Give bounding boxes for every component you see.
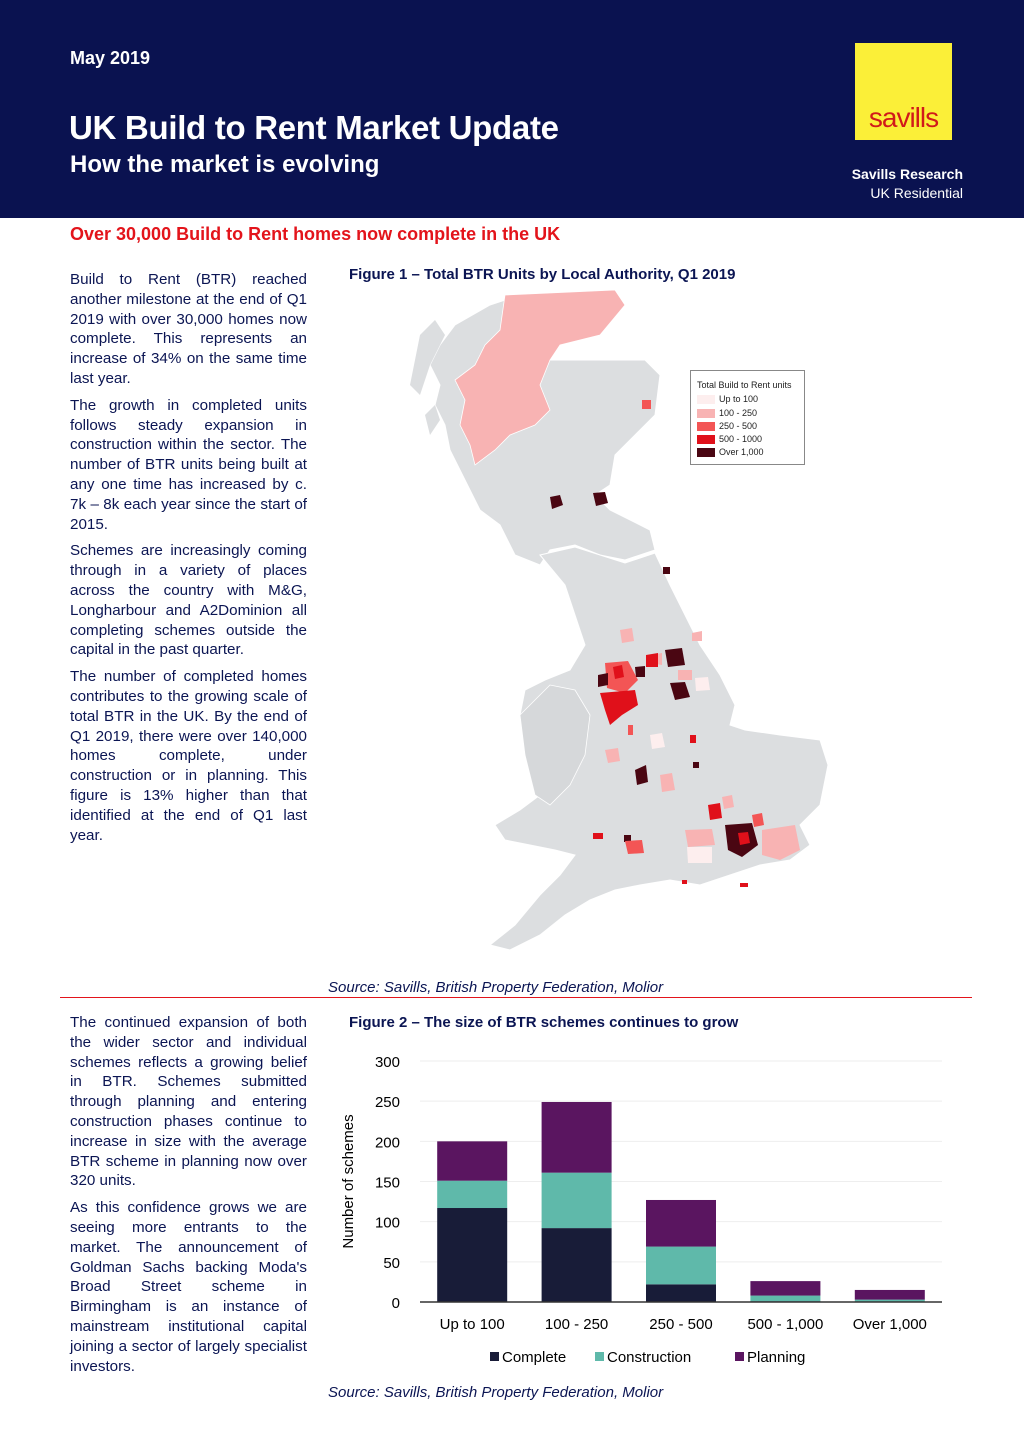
bar-segment-planning (437, 1141, 507, 1180)
paragraph: As this confidence grows we are seeing more entrants to the market. The announcement of Goldman Sachs backing Moda's Broad Street scheme in Birmingham is an instance of mainstream institutional capital joining a sector of largely specialist investors. (70, 1199, 307, 1375)
research-label: Savills Research (851, 166, 963, 182)
bar-segment-planning (646, 1200, 716, 1247)
bar-segment-construction (437, 1181, 507, 1208)
legend-label: Construction (607, 1349, 692, 1366)
map-legend (690, 370, 805, 465)
y-tick-label: 300 (374, 1054, 400, 1071)
legend-item: 100 - 250 (697, 408, 757, 418)
y-tick-label: 0 (391, 1295, 400, 1312)
section-headline: Over 30,000 Build to Rent homes now complete in the UK (70, 224, 561, 244)
bar-segment-planning (855, 1290, 925, 1300)
legend-item: 250 - 500 (697, 421, 757, 431)
legend-label: Planning (747, 1349, 806, 1366)
section1-text (70, 270, 307, 852)
report-title: UK Build to Rent Market Update (69, 109, 559, 146)
y-axis-label: Number of schemes (340, 1114, 357, 1249)
section-divider (60, 997, 972, 998)
figure2-source: Source: Savills, British Property Federation, Molior (328, 1384, 664, 1401)
bar-segment-construction (542, 1173, 612, 1228)
y-tick-label: 150 (374, 1174, 400, 1192)
paragraph: Build to Rent (BTR) reached another milestone at the end of Q1 2019 with over 30,000 homes now complete. This represents an increase of 34% on the same time last year. (70, 271, 307, 387)
x-tick-label: 100 - 250 (544, 1316, 609, 1333)
legend-item: Up to 100 (697, 394, 758, 404)
scheme-size-bar-chart (330, 1045, 950, 1380)
report-header (0, 0, 1024, 218)
report-date: May 2019 (70, 48, 151, 68)
bar-segment-planning (542, 1102, 612, 1173)
legend-swatch (735, 1352, 744, 1361)
y-tick-label: 200 (374, 1134, 400, 1152)
bar-segment-complete (437, 1208, 507, 1302)
bar-segment-construction (750, 1296, 820, 1302)
paragraph: The number of completed homes contributes to the growing scale of total BTR in the UK. By the end of Q1 2019, there were over 140,000 homes complete, under construction or in planning. This figure is 13% higher than that identified at the end of Q1 last year. (70, 668, 307, 844)
figure1-source: Source: Savills, British Property Federation, Molior (328, 979, 664, 996)
bar-segment-complete (542, 1228, 612, 1302)
x-tick-label: Up to 100 (439, 1316, 505, 1333)
research-sublabel: UK Residential (870, 185, 963, 201)
x-tick-label: Over 1,000 (852, 1316, 927, 1333)
x-tick-label: 250 - 500 (649, 1316, 713, 1333)
paragraph: The continued expansion of both the wider sector and individual schemes reflects a growing belief in BTR. Schemes submitted through planning and entering construction phases continue to increase in size with the average BTR scheme in planning now over 320 units. (70, 1014, 307, 1190)
paragraph: Schemes are increasingly coming through in a variety of places across the country with M&G, Longharbour and A2Dominion all completing schemes outside the capital in the past quarter. (70, 542, 307, 659)
legend-swatch (595, 1352, 604, 1361)
savills-logo (855, 43, 952, 140)
bar-segment-planning (750, 1281, 820, 1295)
figure1-title: Figure 1 – Total BTR Units by Local Authority, Q1 2019 (349, 266, 736, 283)
bar-segment-construction (646, 1247, 716, 1285)
y-tick-label: 100 (374, 1214, 400, 1232)
report-subtitle: How the market is evolving (70, 151, 380, 178)
legend-label: Complete (502, 1349, 567, 1366)
bar-segment-complete (646, 1284, 716, 1302)
figure2-title: Figure 2 – The size of BTR schemes continues to grow (349, 1014, 739, 1031)
logo-text: savills (868, 102, 939, 133)
legend-title: Total Build to Rent units (697, 380, 792, 390)
legend-swatch (490, 1352, 499, 1361)
legend-item: Over 1,000 (697, 447, 764, 457)
y-tick-label: 50 (383, 1254, 400, 1272)
y-tick-label: 250 (374, 1094, 400, 1112)
x-tick-label: 500 - 1,000 (747, 1316, 824, 1333)
legend-item: 500 - 1000 (697, 434, 762, 444)
paragraph: The growth in completed units follows steady expansion in construction within the sector. The number of BTR units being built at any one time has increased by c. 7k – 8k each year since the start of 2015. (70, 396, 307, 533)
section2-text (70, 1013, 307, 1383)
